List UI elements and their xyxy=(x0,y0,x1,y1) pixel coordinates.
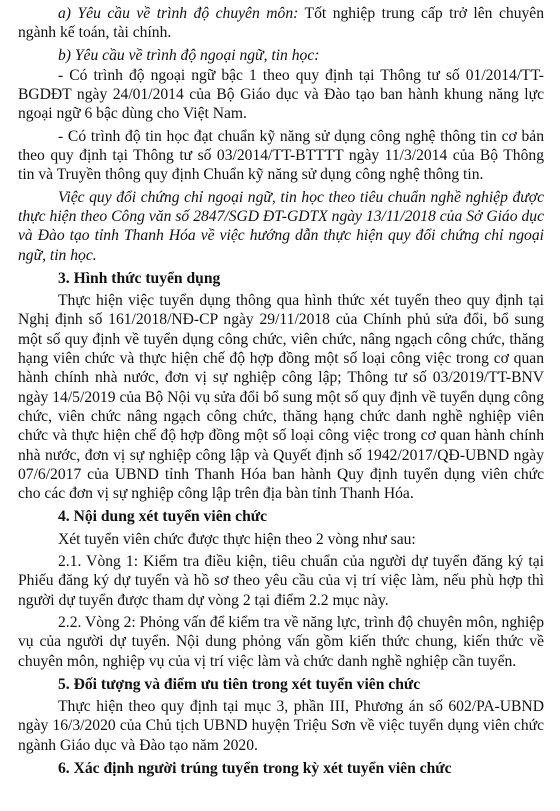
section-5-heading: 5. Đối tượng và điểm ưu tiên trong xét tuyển viên chức xyxy=(58,675,421,693)
section-3-text: Thực hiện việc tuyển dụng thông qua hình thức xét tuyển theo quy định tại Nghị định số 161/2018/NĐ-CP ngày 29/11/2018 của Chính phủ sửa đổi, bổ sung một số quy định về tuyển dụng công chức, viên chức, nâng ngạch công chức, thăng hạng viên chức và thực hiện chế độ hợp đồng một số loại công việc trong cơ quan hành chính nhà nước, đơn vị sự nghiệp công lập; Thông tư số 03/2019/TT-BNV ngày 14/5/2019 của Bộ Nội vụ sửa đổi bổ sung một số quy định về tuyển dụng công chức, viên chức nâng ngạch công chức, thăng hạng chức danh nghề nghiệp viên chức và thực hiện chế độ hợp đồng một số loại công việc trong cơ quan hành chính nhà nước, đơn vị sự nghiệp công lập và Quyết định số 1942/2017/QĐ-UBND ngày 07/6/2017 của UBND tỉnh Thanh Hóa ban hành Quy định tuyển dụng viên chức cho các đơn vị sự nghiệp công lập trên địa bàn tỉnh Thanh Hóa. xyxy=(18,292,544,503)
language-it-requirement-label: b) Yêu cầu về trình độ ngoại ngữ, tin học: xyxy=(58,46,320,64)
conversion-note: Việc quy đổi chứng chỉ ngoại ngữ, tin học theo tiêu chuẩn nghề nghiệp được thực hiện theo Công văn số 2847/SGD ĐT-GDTX ngày 13/11/2018 của Sở Giáo dục và Đào tạo tỉnh Thanh Hóa về việc hướng dẫn thực hiện quy đổi chứng chỉ ngoại ngữ, tin học. xyxy=(18,188,544,264)
language-requirement: - Có trình độ ngoại ngữ bậc 1 theo quy định tại Thông tư số 01/2014/TT-BGDĐT ngày 24/01/2014 của Bộ Giáo dục và Đào tạo ban hành khung năng lực ngoại ngữ 6 bậc dùng cho Việt Nam. xyxy=(18,66,544,123)
professional-requirement-text: Tốt nghiệp trung cấp trở lên chuyên ngành kế toán, tài chính. xyxy=(18,5,545,42)
professional-requirement xyxy=(18,4,544,43)
section-6-heading: 6. Xác định người trúng tuyển trong kỳ xét tuyển viên chức xyxy=(58,759,452,777)
it-requirement: - Có trình độ tin học đạt chuẩn kỹ năng sử dụng công nghệ thông tin cơ bản theo quy định tại Thông tư số 03/2014/TT-BTTTT ngày 11/3/2014 của Bộ Thông tin và Truyền thông quy định Chuẩn kỹ năng sử dụng công nghệ thông tin. xyxy=(18,127,544,184)
section-4-round-2: 2.2. Vòng 2: Phỏng vấn để kiểm tra về năng lực, trình độ chuyên môn, nghiệp vụ của người dự tuyển. Nội dung phỏng vấn gồm kiến thức chung, kiến thức về chuyên môn, nghiệp vụ của vị trí việc làm và chức danh nghề nghiệp cần tuyển. xyxy=(18,613,544,670)
section-5-text: Thực hiện theo quy định tại mục 3, phần III, Phương án số 602/PA-UBND ngày 16/3/2020 của Chủ tịch UBND huyện Triệu Sơn về việc tuyển dụng viên chức ngành Giáo dục và Đào tạo năm 2020. xyxy=(18,698,544,754)
section-4-round-1: 2.1. Vòng 1: Kiểm tra điều kiện, tiêu chuẩn của người dự tuyển đăng ký tại Phiếu đăng ký dự tuyển và hồ sơ theo yêu cầu của vị trí việc làm, nếu phù hợp thì người dự tuyển được tham dự vòng 2 tại điểm 2.2 mục này. xyxy=(18,553,544,609)
section-4-intro: Xét tuyển viên chức được thực hiện theo 2 vòng như sau: xyxy=(58,530,416,548)
professional-requirement-label: a) Yêu cầu về trình độ chuyên môn: xyxy=(58,5,299,22)
section-3-heading: 3. Hình thức tuyển dụng xyxy=(58,269,221,287)
section-4-heading: 4. Nội dung xét tuyển viên chức xyxy=(58,508,268,526)
